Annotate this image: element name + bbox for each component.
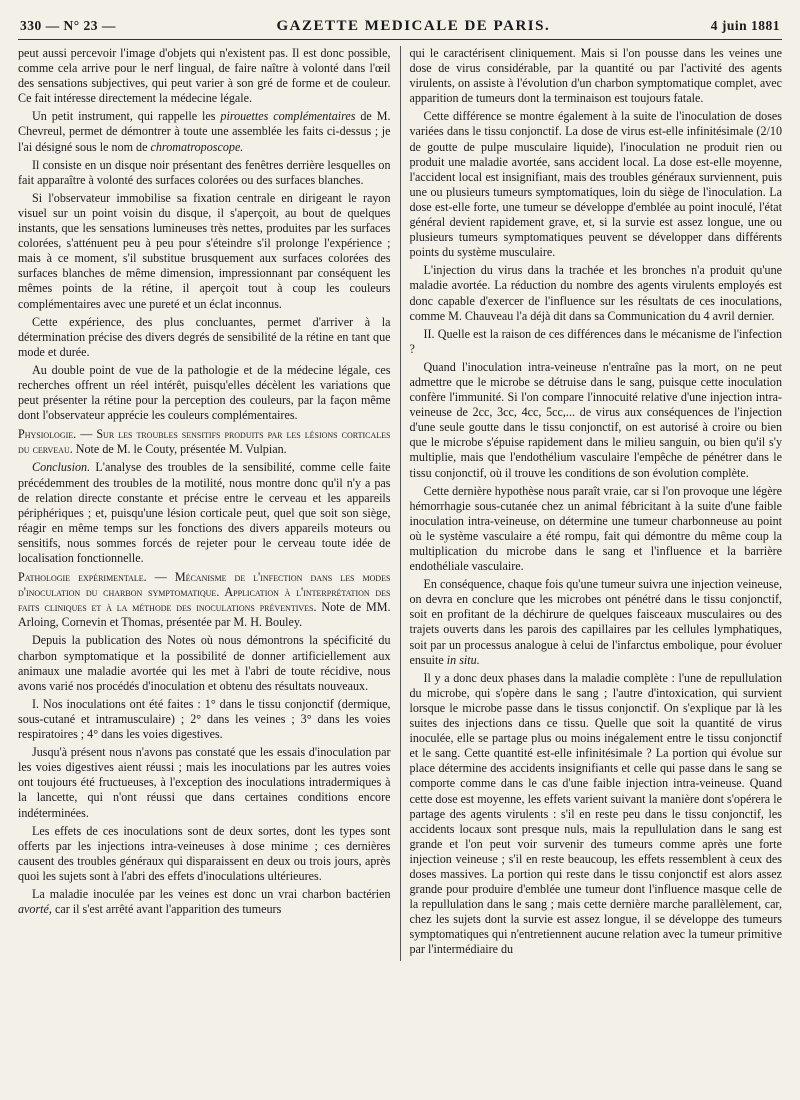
issue-date: 4 juin 1881: [710, 18, 780, 33]
paragraph-text: car il s'est arrêté avant l'apparition des tumeurs: [54, 902, 282, 917]
paragraph: Depuis la publication des Notes où nous démontrons la spécificité du charbon symptomatique et la possibilité de donner artificiellement aux animaux une maladie avortée qui les met à l'abri de toute récidive, nous avons varié nos procédés d'inoculation et obtenu des résultats nouveaux.: [18, 633, 391, 693]
section-title: — Mécanisme de l'infection dans les modes d'inoculation du charbon symptomatique. Application à l'interprétation des faits cliniques et à la méthode des inoculations préventives.: [18, 570, 391, 615]
conclusion-label: Conclusion.: [32, 460, 91, 475]
two-column-body: [18, 46, 782, 961]
paragraph-text: de M. Chevreul, permet de démontrer à toute une assemblée les faits ci-dessus ; je l'ai désigné sous le nom de: [18, 109, 391, 154]
paragraph: Jusqu'à présent nous n'avons pas constaté que les essais d'inoculation par les voies digestives aient réussi ; mais les inoculations par les autres voies ont toujours été fructueuses, à l'exception des inoculations intradermiques à la lancette, qui n'ont réussi que dans certaines conditions encore indéterminées.: [18, 745, 391, 820]
paragraph: [18, 109, 391, 154]
paragraph-text: La maladie inoculée par les veines est donc un vrai charbon bactérien: [32, 886, 391, 901]
page-header: [18, 18, 782, 40]
section-label: Physiologie.: [18, 427, 77, 442]
paragraph: Il y a donc deux phases dans la maladie complète : l'une de repullulation du microbe, qui s'opère dans le sang ; l'autre d'intoxication, qui survient lorsque le microbe passe dans le tissus conjonctif. On s'explique par là les suites des injections dans ce tissu. Quelle que soit la quantité de virus inoculée, elle se partage plus ou moins inégalement entre le tissu conjonctif et le sang. Cette quantité est-elle infinitésimale ? La portion qui évolue sur place détermine des accidents insignifiants et celle qui passe dans le sang se comporte comme dans le cas d'une faible injection intra-veineuse. Quand cette dose est moyenne, les effets varient suivant la manière dont s'opérera le partage des agents virulents : s'il en reste peu dans le tissu conjonctif, les accidents locaux sont presque nuls, mais la repullulation dans le sang est grande et l'on peut voir survenir des tumeurs comme après une forte injection veineuse ; s'il en reste beaucoup, les effets ressemblent à ceux des doses massives. La portion qui reste dans le tissu conjonctif est alors assez grande pour produire d'emblée une tumeur dont l'influence masque celle de la repullulation dans le sang ; mais cette dernière marche parallèlement, car, chez les sujets dont la survie est assez longue, il se développe des tumeurs symptomatiques qui n'entretiennent aucune relation avec la tumeur primitive par l'intermédiaire du: [409, 670, 782, 957]
italic-term: in situ.: [446, 652, 480, 667]
section-note: Note de M. le Couty, présentée M. Vulpian.: [75, 442, 287, 457]
paragraph: Cette différence se montre également à la suite de l'inoculation de doses variées dans le tissu conjonctif. La dose de virus est-elle infinitésimale (2/10 de goutte de pulpe musculaire liquide), l'inoculation ne produit rien ou produit une maladie avortée, sans accident local. La dose est-elle moyenne, l'accident local est insignifiant, mais des troubles généraux surviennent, puis une ou plusieurs tumeurs symptomatiques, loin du siège de l'inoculation. La dose est-elle forte, une tumeur se développe d'emblée au point inoculé, l'état général devient rapidement grave, et, si la survie est assez longue, une ou plusieurs tumeurs symptomatiques peuvent se développer dans différents points du système musculaire.: [409, 109, 782, 260]
right-column: [401, 46, 783, 961]
paragraph-text: L'analyse des troubles de la sensibilité, comme celle faite précédemment des troubles de la motilité, nous montre donc qu'il n'y a pas de relation directe constante et précise entre le cerveau et les appareils périphériques ; et, puisqu'une lésion corticale peut, quel que soit son siège, réagir en même temps sur les fonctions des divers appareils moteurs ou sensitifs, nous sommes forcés de rejeter pour le cerveau toute idée de localisation fonctionnelle.: [18, 460, 391, 565]
journal-title: GAZETTE MEDICALE DE PARIS.: [276, 18, 551, 34]
italic-term: pirouettes complémentaires: [220, 109, 356, 124]
paragraph: Quand l'inoculation intra-veineuse n'entraîne pas la mort, on ne peut admettre que le microbe se détruise dans le sang, puisque cette inoculation confère l'immunité. Si l'on compare l'innocuité relative d'une injection intra-veineuse de 2cc, 3cc, 4cc, 5cc,... de virus aux conséquences de l'injection d'une seule goutte dans le tissu conjonctif, on est autorisé à croire ou bien que le microbe s'épuise rapidement dans le milieu sanguin, ou bien qu'il s'y multiplie, mais que l'endothélium vasculaire l'empêche de pénétrer dans le tissu conjonctif, où il trouve les conditions de son évolution complète.: [409, 359, 782, 480]
paragraph-text: En conséquence, chaque fois qu'une tumeur suivra une injection veineuse, on devra en conclure que les microbes ont pénétré dans le tissu conjonctif, soit en profitant de la déchirure de quelques faisceaux musculaires ou des trajets ouverts dans les parois des capillaires par les cellules lymphatiques, soit par un processus analogue à celui de l'infarctus embolique, pour évoluer ensuite: [409, 577, 782, 667]
paragraph-text: Un petit instrument, qui rappelle les: [32, 109, 216, 124]
page-number: 330 — N° 23 —: [20, 18, 116, 33]
paragraph: [18, 887, 391, 917]
section-title: — Sur les troubles sensitifs produits par les lésions corticales du cerveau.: [18, 427, 391, 457]
paragraph: II. Quelle est la raison de ces différences dans le mécanisme de l'infection ?: [409, 326, 782, 356]
paragraph: Au double point de vue de la pathologie et de la médecine légale, ces recherches offrent un réel intérêt, puisqu'elles décèlent les variations que peut présenter la rétine pour la perception des couleurs, par la façon même dont l'observateur apprécie les couleurs complémentaires.: [18, 362, 391, 423]
paragraph: Il consiste en un disque noir présentant des fenêtres derrière lesquelles on fait apparaître à volonté des surfaces colorées ou des surfaces blanches.: [18, 157, 391, 187]
left-column: [18, 46, 401, 961]
section-heading-pathologie: [18, 570, 391, 630]
paragraph: Cette expérience, des plus concluantes, permet d'arriver à la détermination précise des divers degrés de sensibilité de la rétine en tant que mode et durée.: [18, 314, 391, 359]
paragraph: I. Nos inoculations ont été faites : 1° dans le tissu conjonctif (dermique, sous-cutané et intramusculaire) ; 2° dans les veines ; 3° dans les voies respiratoires ; 4° dans les voies digestives.: [18, 696, 391, 742]
italic-term: avorté,: [18, 902, 52, 917]
paragraph: Cette dernière hypothèse nous paraît vraie, car si l'on provoque une légère hémorrhagie sous-cutanée chez un animal fébricitant à la suite d'une faible inoculation intra-veineuse, on détermine une tumeur charbonneuse au point où le système vasculaire a été rompu, fait qui démontre du même coup la multiplication du microbe dans le sang et l'influence et la barrière endothéliale vasculaire.: [409, 483, 782, 574]
paragraph: L'injection du virus dans la trachée et les bronches n'a produit qu'une maladie avortée. La réduction du nombre des agents virulents employés est donc capable d'exercer de l'influence sur les résultats de ces inoculations, comme M. Chauveau l'a déjà dit dans sa Communication du 4 avril dernier.: [409, 263, 782, 323]
paragraph: peut aussi percevoir l'image d'objets qui n'existent pas. Il est donc possible, comme cela arrive pour le nerf lingual, de faire naître à volonté dans l'œil des sensations subjectives, qui peut varier à son gré de forme et de couleur. Ce fait intéresse directement la médecine légale.: [18, 46, 391, 106]
section-heading-physiologie: [18, 427, 391, 457]
paragraph: [18, 460, 391, 566]
paragraph: qui le caractérisent cliniquement. Mais si l'on pousse dans les veines une dose de virus considérable, par la quantité ou par l'activité des agents virulents, on assiste à l'évolution d'un charbon symptomatique complet, avec apparition de tumeurs dont la terminaison est toujours fatale.: [409, 46, 782, 106]
paragraph: Si l'observateur immobilise sa fixation centrale en dirigeant le rayon visuel sur un point voisin du disque, il s'aperçoit, au bout de quelques instants, que les sensations lumineuses très nettes, produites par les surfaces colorées, s'atténuent peu à peu pour s'éteindre s'il prolonge l'expérience ; mais à ce moment, s'il substitue brusquement aux surfaces colorées des surfaces blanches de même dimension, impressionnant par conséquent les mêmes points de la rétine, il aperçoit tout à coup les couleurs complémentaires avec une pureté et un éclat inconnus.: [18, 190, 391, 311]
section-note: Note de MM. Arloing, Cornevin et Thomas, présentée par M. H. Bouley.: [18, 600, 391, 630]
paragraph: [410, 577, 783, 668]
italic-term: chromatroposcope.: [150, 139, 244, 154]
section-label: Pathologie expérimentale.: [18, 570, 147, 585]
paragraph: Les effets de ces inoculations sont de deux sortes, dont les types sont offerts par les injections intra-veineuses à dose minime ; ces dernières causent des troubles généraux qui disparaissent en deux ou trois jours, après quoi les sujets sont à l'abri des effets d'inoculations ultérieures.: [18, 823, 391, 883]
